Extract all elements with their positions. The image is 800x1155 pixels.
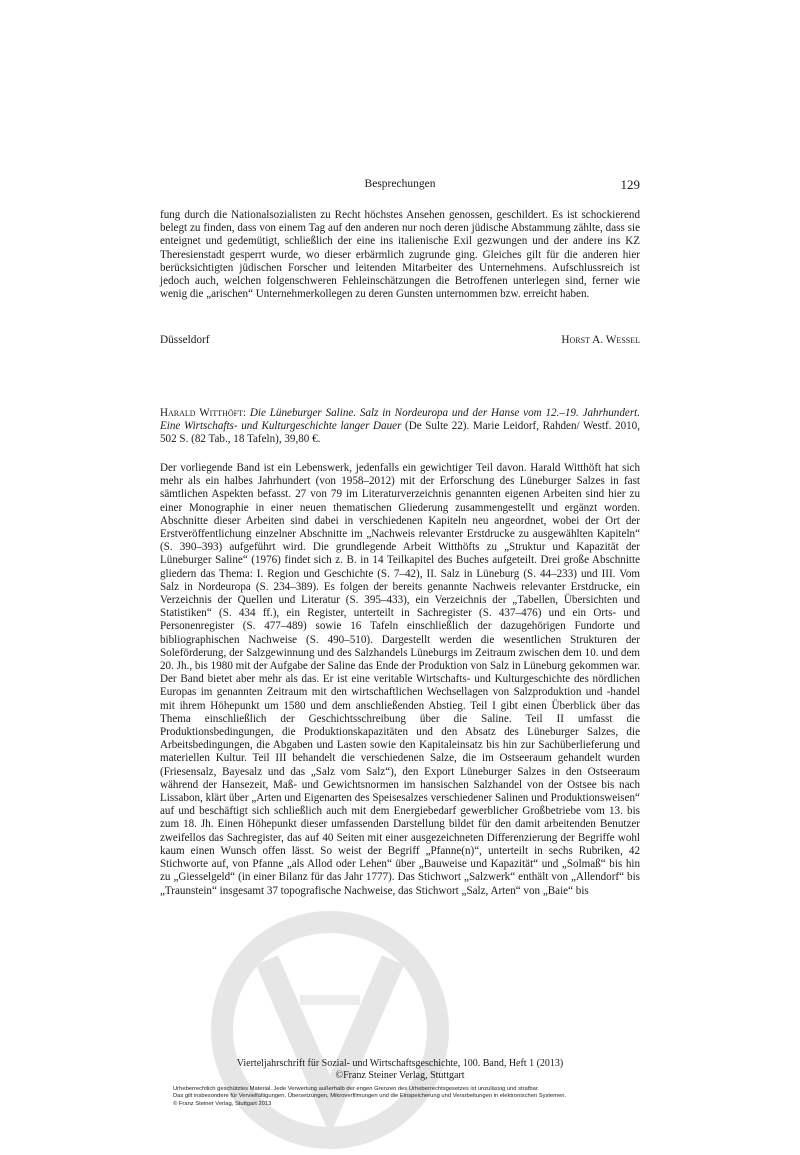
copyright-notice-line-1: Urheberrechtlich geschütztes Material. Jede Verwertung außerhalb der engen Grenzen des Urheberrechtsgesetzes ist unzulässig und strafbar.	[173, 1086, 540, 1092]
continued-review-paragraph: fung durch die Nationalsozialisten zu Recht höchstes Ansehen genossen, geschildert. Es ist schockierend belegt zu finden, dass von einem Tag auf den anderen nur noch deren jüdische Abstammung zählte, dass sie enteignet und gedemütigt, schließlich der eine ins italienische Exil gezwungen und der andere ins KZ Theresienstadt gesperrt wurde, wo dieser erbärmlich zugrunde ging. Gleiches gilt für die anderen hier berücksichtigten jüdischen Forscher und leitenden Mitarbeiter des Unternehmens. Aufschlussreich ist jedoch auch, welchen folgenschweren Fehleinschätzungen die Betroffenen unterlegen sind, ferner wie wenig die „arischen“ Unternehmerkollegen zu deren Gunsten unternommen bzw. erreicht haben.	[160, 209, 640, 301]
running-header-title: Besprechungen	[364, 178, 436, 190]
book-citation: Harald Witthöft: Die Lüneburger Saline. Salz in Nordeuropa und der Hanse vom 12.–19. Jahrhundert. Eine Wirtschafts- und Kulturgeschichte langer Dauer (De Sulte 22). Marie Leidorf, Rahden/ Westf. 2010, 502 S. (82 Tab., 18 Tafeln), 39,80 €.	[160, 407, 641, 446]
journal-copyright-line: ©Franz Steiner Verlag, Stuttgart	[335, 1070, 465, 1081]
page-number: 129	[620, 177, 640, 192]
copyright-notice-line-3: © Franz Steiner Verlag, Stuttgart 2013	[173, 1100, 272, 1107]
running-header	[160, 178, 640, 196]
book-title: Die Lüneburger Saline. Salz in Nordeuropa und der Hanse vom 12.–19. Jahrhundert. Eine Wirtschafts- und Kulturgeschichte langer Dauer	[160, 407, 641, 433]
journal-footer	[160, 1058, 640, 1082]
book-author: Harald Witthöft	[160, 407, 243, 419]
copyright-notice-line-2: Das gilt insbesondere für Vervielfältigungen, Übersetzungen, Mikroverfilmungen und die Einspeicherung und Verarbeitungen in elektronischen Systemen.	[173, 1093, 567, 1100]
signature-author: Horst A. Wessel	[561, 334, 640, 346]
book-publication-details: (De Sulte 22). Marie Leidorf, Rahden/ Westf. 2010, 502 S. (82 Tab., 18 Tafeln), 39,80 €.	[160, 420, 640, 446]
review-body-paragraph: Der vorliegende Band ist ein Lebenswerk, jedenfalls ein gewichtiger Teil davon. Harald Witthöft hat sich mehr als ein halbes Jahrhundert (von 1958–2012) mit der Erforschung des Lüneburger Salzes in fast sämtlichen Aspekten befasst. 27 von 79 im Literaturverzeichnis genannten eigenen Arbeiten sind hier zu einer Monographie in einer neuen thematischen Gliederung zusammengestellt und ergänzt worden. Abschnitte dieser Arbeiten sind dabei in verschiedenen Kapiteln neu angeordnet, wobei der Ort der Erstveröffentlichung einzelner Abschnitte im „Nachweis relevanter Erstdrucke zu ausgewählten Kapiteln“ (S. 390–393) aufgeführt wird. Die grundlegende Arbeit Witthöfts zu „Struktur und Kapazität der Lüneburger Saline“ (1976) findet sich z. B. in 14 Teilkapitel des Buches aufgeteilt. Drei große Abschnitte gliedern das Thema: I. Region und Geschichte (S. 7–42), II. Salz in Lüneburg (S. 44–233) und III. Vom Salz in Nordeuropa (S. 234–389). Es folgen der bereits genannte Nachweis relevanter Erstdrucke, ein Verzeichnis der Quellen und Literatur (S. 395–433), ein Verzeichnis der „Tabellen, Übersichten und Statistiken“ (S. 434 ff.), ein Register, unterteilt in Sachregister (S. 437–476) und ein Orts- und Personenregister (S. 477–489) sowie 16 Tafeln einschließlich der dazugehörigen Fundorte und bibliographischen Nachweise (S. 490–510). Dargestellt werden die wesentlichen Strukturen der Soleförderung, der Salzgewinnung und des Salzhandels Lüneburgs im Zeitraum zwischen dem 10. und dem 20. Jh., bis 1980 mit der Aufgabe der Saline das Ende der Produktion von Salz in Lüneburg gekommen war. Der Band bietet aber mehr als das. Er ist eine veritable Wirtschafts- und Kulturgeschichte des nördlichen Europas im genannten Zeitraum mit den wirtschaftlichen Wechsellagen von Salzproduktion und -handel mit ihrem Höhepunkt um 1580 und dem anschließenden Abstieg. Teil I gibt einen Überblick über das Thema einschließlich der Geschichtsschreibung über die Saline. Teil II umfasst die Produktionsbedingungen, die Produktionskapazitäten und den Absatz des Lüneburger Salzes, die Arbeitsbedingungen, die Abgaben und Lasten sowie den Kapitaleinsatz bis hin zur Sachüberlieferung und materiellen Kultur. Teil III behandelt die verschiedenen Salze, die im Ostseeraum gehandelt wurden (Friesensalz, Bayesalz und das „Salz vom Salz“), den Export Lüneburger Salzes in den Ostseeraum während der Hansezeit, Maß- und Gewichtsnormen im hansischen Salzhandel von der Ostsee bis nach Lissabon, klärt über „Arten und Eigenarten des Speisesalzes verschiedener Salinen und Produktionsweisen“ auf und beschäftigt sich schließlich auch mit dem Energiebedarf gewerblicher Großbetriebe vom 13. bis zum 18. Jh. Einen Höhepunkt dieser umfassenden Darstellung bildet für den damit arbeitenden Benutzer zweifellos das Sachregister, das auf 40 Seiten mit einer ausgezeichneten Differenzierung der Begriffe wohl kaum einen Wunsch offen lässt. So weist der Begriff „Pfanne(n)“, unterteilt in sechs Rubriken, 42 Stichworte auf, von Pfanne „als Allod oder Lehen“ über „Bauweise und Kapazität“ und „Solmaß“ bis hin zu „Giesselgeld“ (in einer Bilanz für das Jahr 1777). Das Stichwort „Salzwerk“ enthält von „Allendorf“ bis „Traunstein“ insgesamt 37 topografische Nachweise, das Stichwort „Salz, Arten“ von „Baie“ bis	[160, 462, 640, 897]
copyright-notice	[173, 1086, 653, 1108]
journal-citation-line: Vierteljahrschrift für Sozial- und Wirtschaftsgeschichte, 100. Band, Heft 1 (2013)	[236, 1058, 564, 1069]
publisher-watermark-logo	[205, 905, 455, 1155]
signature-city: Düsseldorf	[160, 334, 210, 346]
